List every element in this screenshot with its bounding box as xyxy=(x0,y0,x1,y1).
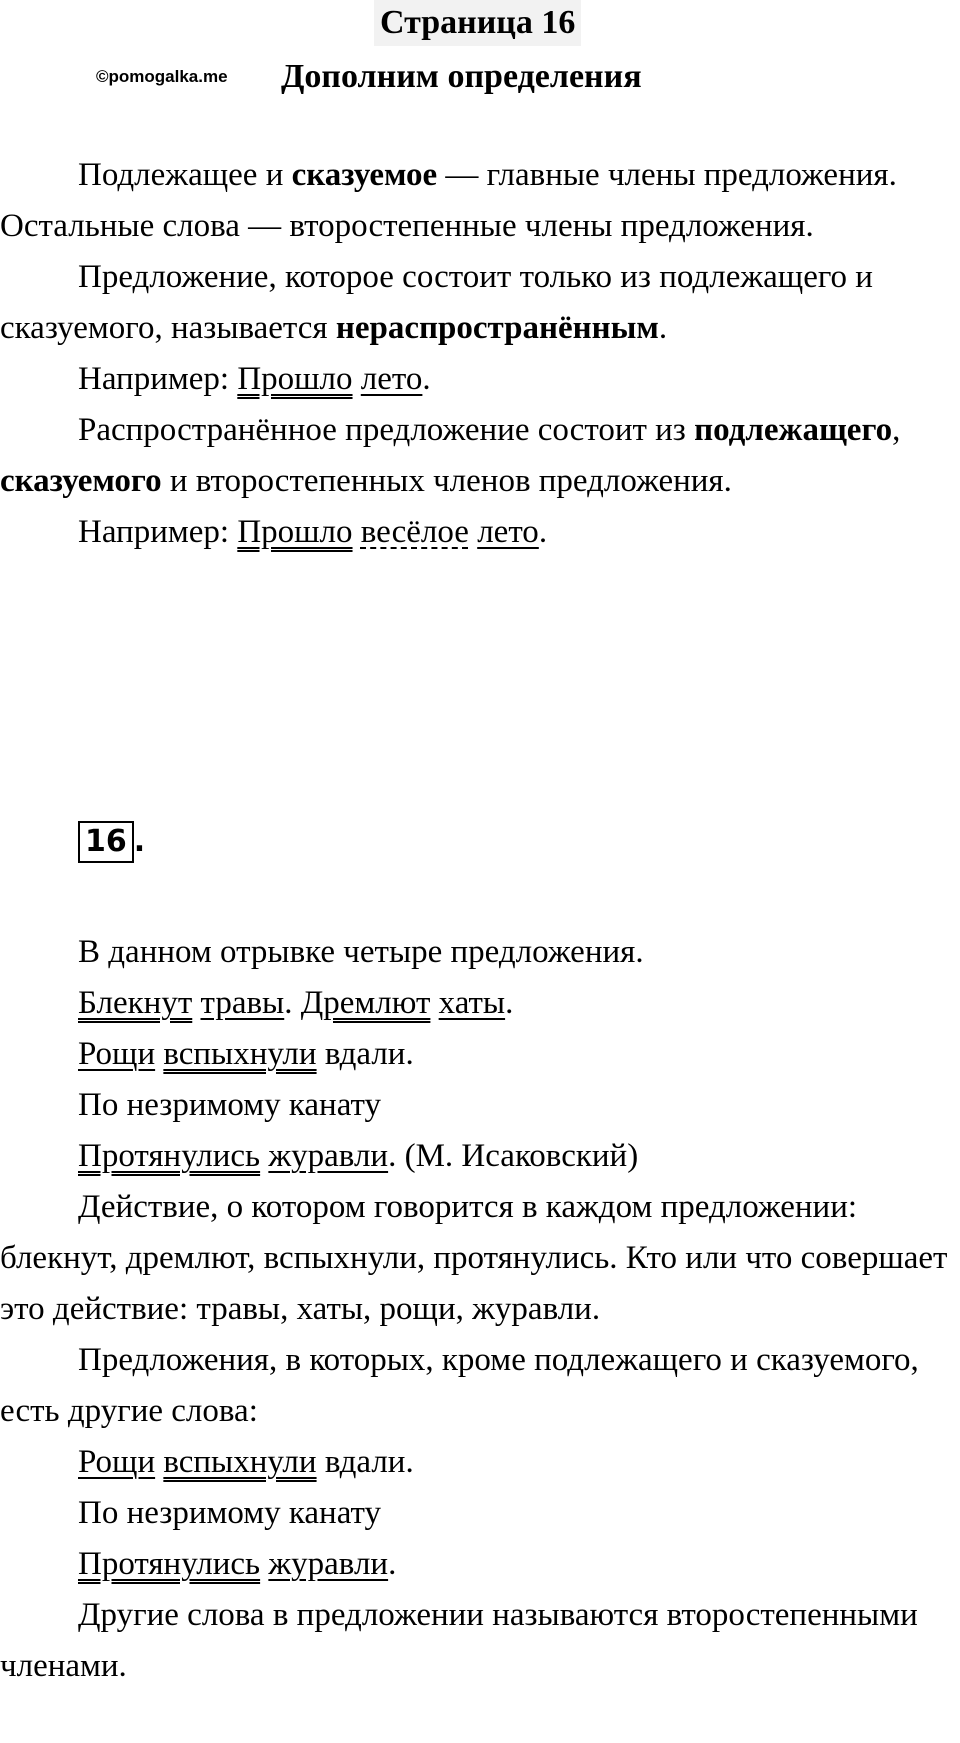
page-subtitle: Дополним определения xyxy=(281,58,642,95)
text: вдали. xyxy=(316,1444,414,1480)
page-title: Страница 16 xyxy=(374,0,581,46)
text: . (М. Исаковский) xyxy=(388,1138,639,1174)
subject-word: травы xyxy=(200,985,285,1021)
predicate-word: Прошло xyxy=(237,361,353,397)
repeat-line-2: По незримому канату xyxy=(78,1495,381,1531)
term-subject: подлежащего xyxy=(694,412,893,448)
answer-other-paragraph: Предложения, в которых, кроме подлежащего и сказуемого, есть другие слова: xyxy=(0,1342,919,1429)
predicate-word: Дремлют xyxy=(300,985,431,1021)
text: — главные члены предложения. Остальные слова — второстепенные члены предложения. xyxy=(0,157,897,244)
subject-word: журавли xyxy=(268,1138,389,1174)
text: вдали. xyxy=(316,1036,414,1072)
text: . xyxy=(538,514,548,550)
site-watermark: ©pomogalka.me xyxy=(96,67,228,86)
answer-section xyxy=(0,927,960,1692)
poem-line-1 xyxy=(0,978,960,1029)
subject-word: лето xyxy=(477,514,539,550)
attribute-word: весёлое xyxy=(360,514,469,550)
text: Предложение, которое состоит только из подлежащего и сказуемого, называется xyxy=(0,259,873,346)
predicate-word: Блекнут xyxy=(78,985,193,1021)
text: и второстепенных членов предложения. xyxy=(161,463,732,499)
predicate-word: Протянулись xyxy=(78,1138,261,1174)
predicate-word: вспыхнули xyxy=(163,1444,317,1480)
text: . xyxy=(658,310,668,346)
example-1 xyxy=(0,354,960,405)
subject-word: Рощи xyxy=(78,1444,156,1480)
poem-line-4 xyxy=(0,1131,960,1182)
repeat-line-3 xyxy=(0,1539,960,1590)
text: . xyxy=(422,361,431,397)
predicate-word: Протянулись xyxy=(78,1546,261,1582)
text: , xyxy=(892,412,901,448)
repeat-line-1 xyxy=(0,1437,960,1488)
term-unextended: нераспространённым xyxy=(335,310,659,346)
text: . xyxy=(284,985,301,1021)
term-predicate: сказуемого xyxy=(0,463,162,499)
task-number xyxy=(78,821,145,863)
subject-word: лето xyxy=(360,361,423,397)
example-2 xyxy=(0,507,960,558)
text: . xyxy=(388,1546,397,1582)
answer-action-paragraph: Действие, о котором говорится в каждом предложении: блекнут, дремлют, вспыхнули, протянулись. Кто или что совершает это действие: травы, хаты, рощи, журавли. xyxy=(0,1189,948,1327)
text: . xyxy=(505,985,514,1021)
subject-word: журавли xyxy=(268,1546,389,1582)
text: Подлежащее и xyxy=(78,157,292,193)
answer-conclusion: Другие слова в предложении называются второстепенными членами. xyxy=(0,1597,918,1684)
task-number-box: 16 xyxy=(78,821,134,863)
theory-section xyxy=(0,150,960,558)
theory-paragraph-1 xyxy=(0,150,960,252)
theory-paragraph-2 xyxy=(0,252,960,354)
predicate-word: вспыхнули xyxy=(163,1036,317,1072)
poem-line-2 xyxy=(0,1029,960,1080)
predicate-word: Прошло xyxy=(237,514,353,550)
term-predicate: сказуемое xyxy=(291,157,438,193)
subject-word: хаты xyxy=(438,985,506,1021)
task-number-dot: . xyxy=(133,824,146,859)
theory-paragraph-3 xyxy=(0,405,960,507)
poem-line-3: По незримому канату xyxy=(78,1087,381,1123)
text: Например: xyxy=(78,361,238,397)
answer-intro: В данном отрывке четыре предложения. xyxy=(78,934,644,970)
text: Например: xyxy=(78,514,238,550)
subject-word: Рощи xyxy=(78,1036,156,1072)
text: Распространённое предложение состоит из xyxy=(78,412,695,448)
